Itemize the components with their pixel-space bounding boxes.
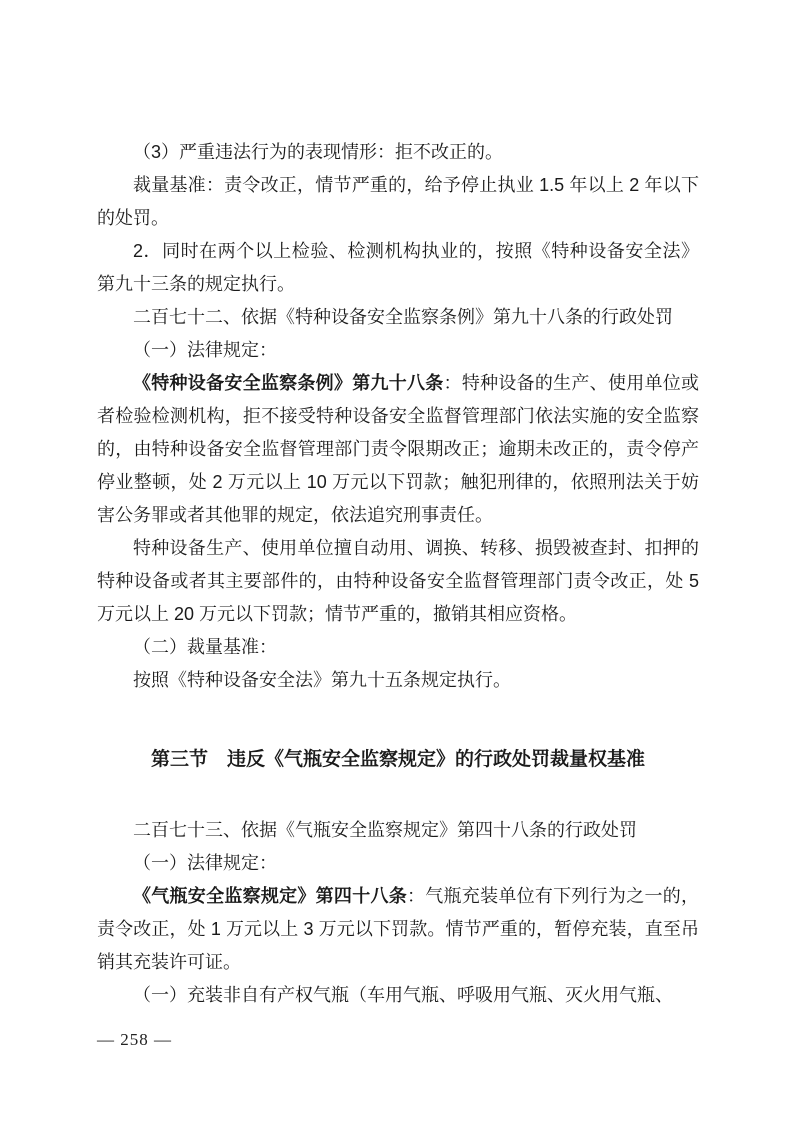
text-run: ：特种设备的生产、使用单位或者检验检测机构，拒不接受特种设备安全监督管理部门依法实施的安全监察的，由特种设备安全监督管理部门责令限期改正；逾期未改正的，责令停产停业整顿，处 2 万元以上 10 万元以下罚款；触犯刑律的，依照刑法关于妨害公务罪或者其他罪的规定，依法追究刑事责任。 [97, 373, 700, 525]
text-run: ：气瓶充装单位有下列行为之一的，责令改正，处 1 万元以上 3 万元以下罚款。情节严重的，暂停充装，直至吊销其充装许可证。 [97, 886, 699, 972]
text-run: （一）充装非自有产权气瓶（车用气瓶、呼吸用气瓶、灭火用气瓶、 [133, 985, 673, 1005]
paragraph [97, 979, 699, 1012]
text-run: 按照《特种设备安全法》第九十五条规定执行。 [133, 670, 511, 690]
text-run: 特种设备生产、使用单位擅自动用、调换、转移、损毁被查封、扣押的特种设备或者其主要部件的，由特种设备安全监督管理部门责令改正，处 5 万元以上 20 万元以下罚款；情节严重的，撤销其相应资格。 [97, 538, 699, 624]
paragraph [97, 814, 699, 847]
text-run: （二）裁量基准： [133, 637, 277, 657]
paragraph [97, 334, 699, 367]
text-run: （一）法律规定： [133, 340, 277, 360]
text-run: 二百七十二、依据《特种设备安全监察条例》第九十八条的行政处罚 [133, 307, 673, 327]
text-run: （一）法律规定： [133, 853, 277, 873]
paragraph [97, 880, 699, 979]
text-run: （3）严重违法行为的表现情形：拒不改正的。 [133, 142, 504, 162]
page-footer [97, 1030, 172, 1050]
paragraph [97, 301, 699, 334]
paragraph [97, 664, 699, 697]
text-run: 二百七十三、依据《气瓶安全监察规定》第四十八条的行政处罚 [133, 820, 637, 840]
bold-text-run: 第三节 违反《气瓶安全监察规定》的行政处罚裁量权基准 [150, 749, 645, 770]
bold-text-run: 《气瓶安全监察规定》第四十八条 [133, 886, 407, 906]
text-run: 裁量基准：责令改正，情节严重的，给予停止执业 1.5 年以上 2 年以下的处罚。 [97, 175, 699, 228]
paragraph [97, 532, 699, 631]
paragraph [97, 847, 699, 880]
paragraph [97, 367, 699, 532]
text-run: 2．同时在两个以上检验、检测机构执业的，按照《特种设备安全法》第九十三条的规定执行。 [97, 241, 699, 294]
paragraph [97, 136, 699, 169]
document-body [97, 136, 699, 1012]
bold-text-run: 《特种设备安全监察条例》第九十八条 [133, 373, 444, 393]
paragraph [97, 235, 699, 301]
paragraph [97, 169, 699, 235]
section-heading [97, 743, 699, 776]
page-number: — 258 — [97, 1030, 172, 1049]
paragraph [97, 631, 699, 664]
